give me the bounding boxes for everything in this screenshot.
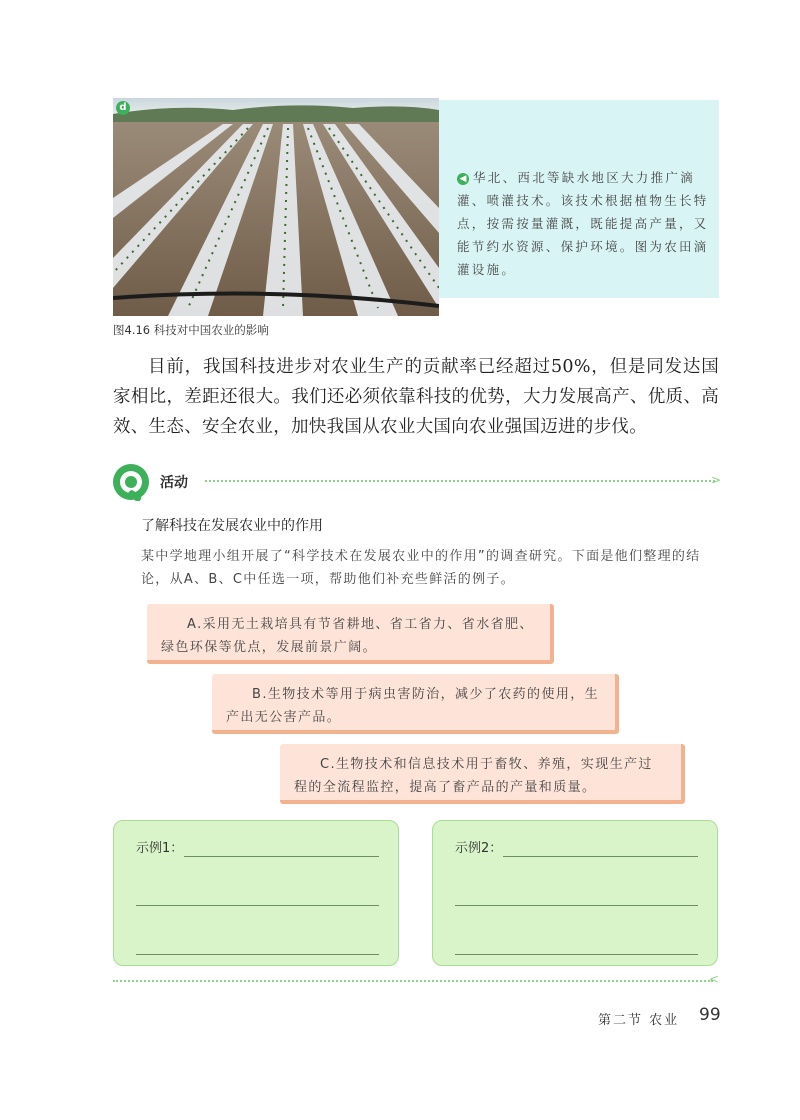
note-a: A.采用无土栽培具有节省耕地、省工省力、省水省肥、绿色环保等优点，发展前景广阔。 <box>147 604 554 664</box>
footer-section-title: 第二节 农业 <box>598 1013 680 1028</box>
note-b: B.生物技术等用于病虫害防治，减少了农药的使用，生产出无公害产品。 <box>212 674 619 734</box>
activity-divider <box>205 480 715 482</box>
answer-line[interactable] <box>455 905 698 906</box>
bottom-divider <box>113 980 713 982</box>
pointer-icon: ◀ <box>457 173 469 185</box>
example-box-1[interactable] <box>113 820 399 966</box>
figure-badge: d <box>116 101 130 115</box>
answer-line[interactable] <box>136 954 379 955</box>
figure-label: 图4.16 科技对中国农业的影响 <box>113 323 269 337</box>
caption-text: 华北、西北等缺水地区大力推广滴灌、喷灌技术。该技术根据植物生长特点，按需按量灌溉，既能提高产量，又能节约水资源、保护环境。图为农田滴灌设施。 <box>457 170 709 277</box>
field-photo <box>113 98 439 316</box>
example-label-1: 示例1： <box>136 841 184 856</box>
arrow-left-icon: < <box>709 972 720 986</box>
activity-title: 活动 <box>160 475 188 491</box>
page-number: 99 <box>699 1005 721 1025</box>
answer-line[interactable] <box>136 905 379 906</box>
arrow-right-icon: > <box>711 473 722 487</box>
answer-line[interactable] <box>503 856 698 857</box>
activity-icon <box>112 463 150 501</box>
example-box-2[interactable] <box>432 820 718 966</box>
figure-caption-text <box>457 166 713 281</box>
answer-line[interactable] <box>184 856 379 857</box>
answer-line[interactable] <box>455 954 698 955</box>
task-description: 某中学地理小组开展了“科学技术在发展农业中的作用”的调查研究。下面是他们整理的结论，从A、B、C中任选一项，帮助他们补充些鲜活的例子。 <box>141 549 701 587</box>
task-title: 了解科技在发展农业中的作用 <box>141 518 323 534</box>
example-label-2: 示例2： <box>455 841 503 856</box>
figure-caption-box <box>439 100 719 298</box>
body-paragraph: 目前，我国科技进步对农业生产的贡献率已经超过50%，但是同发达国家相比，差距还很大。我们还必须依靠科技的优势，大力发展高产、优质、高效、生态、安全农业，加快我国从农业大国向农业强国迈进的步伐。 <box>113 357 719 437</box>
note-c: C.生物技术和信息技术用于畜牧、养殖，实现生产过程的全流程监控，提高了畜产品的产量和质量。 <box>280 744 685 804</box>
